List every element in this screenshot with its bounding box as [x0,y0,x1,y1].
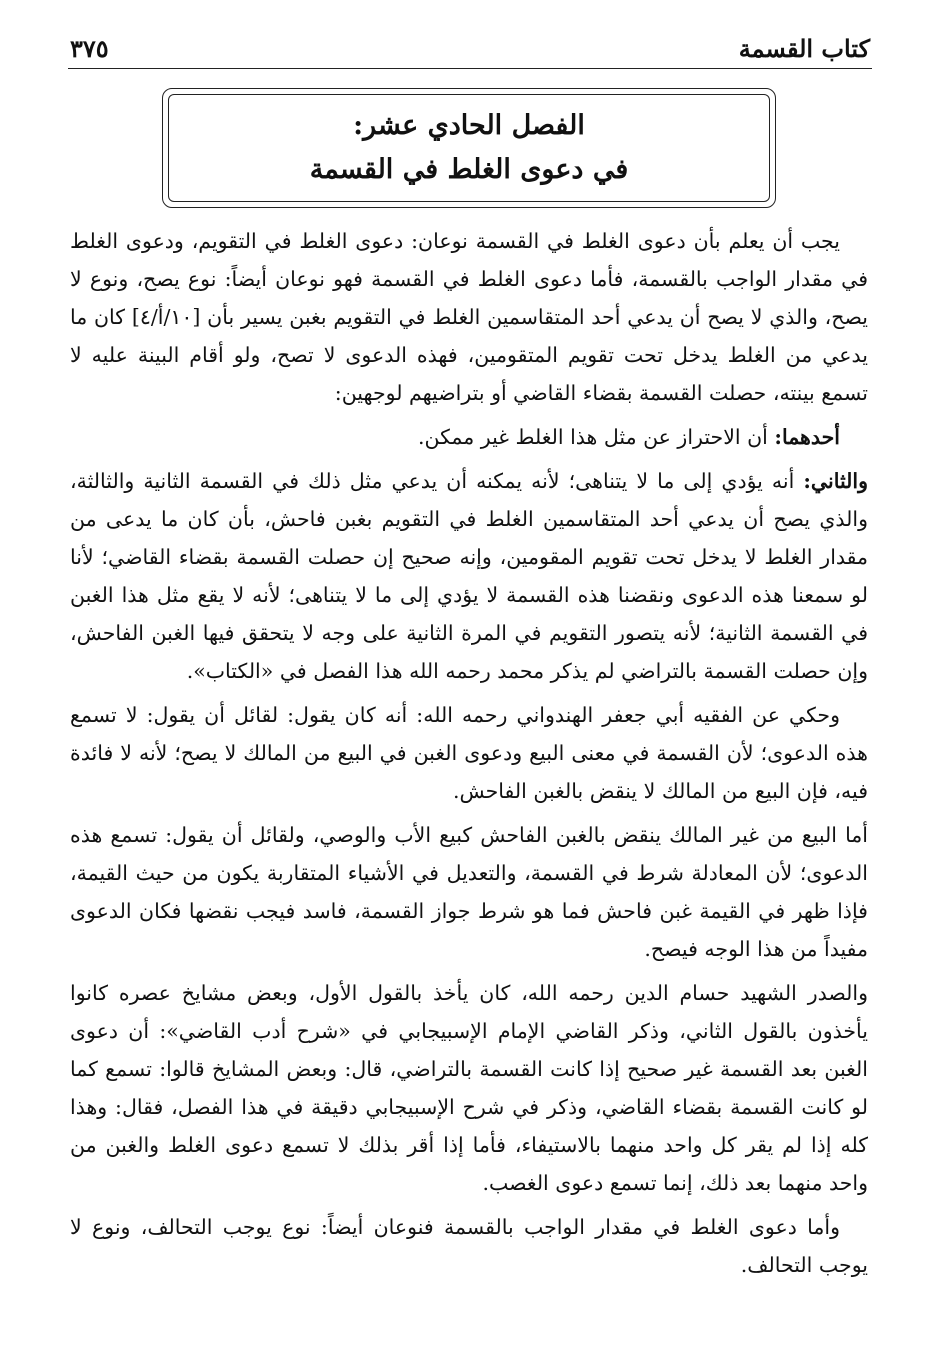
paragraph-2-text: أن الاحتراز عن مثل هذا الغلط غير ممكن. [417,425,768,449]
paragraph-3 [70,462,868,690]
header-rule [68,68,872,69]
chapter-title-inner-frame [168,94,770,202]
chapter-title-line-1: الفصل الحادي عشر: [353,110,585,141]
body-text [70,222,868,1290]
paragraph-3-label: والثاني: [803,469,868,493]
running-header [70,30,870,66]
paragraph-4: وحكي عن الفقيه أبي جعفر الهندواني رحمه الله: أنه كان يقول: لقائل أن يقول: لا تسمع هذه الدعوى؛ لأن القسمة في معنى البيع ودعوى الغبن في البيع من المالك لا يصح؛ لأنه لا فائدة فيه، فإن البيع من المالك لا ينقض بالغبن الفاحش. [70,703,868,803]
paragraph-5: أما البيع من غير المالك ينقض بالغبن الفاحش كبيع الأب والوصي، ولقائل أن يقول: تسمع هذه الدعوى؛ لأن المعادلة شرط في القسمة، والتعديل في الأشياء المتقاربة يكون من حيث القيمة، فإذا ظهر في القيمة غبن فاحش فما هو شرط جواز القسمة، فاسد فيجب نقضها فكان الدعوى مفيداً من هذا الوجه فيصح. [70,823,868,961]
paragraph-6: والصدر الشهيد حسام الدين رحمه الله، كان يأخذ بالقول الأول، وبعض مشايخ عصره كانوا يأخذون بالقول الثاني، وذكر القاضي الإمام الإسبيجابي في «شرح أدب القاضي»: أن دعوى الغبن بعد القسمة غير صحيح إذا كانت القسمة بالتراضي، قال: وبعض المشايخ قالوا: تسمع كما لو كانت القسمة بقضاء القاضي، وذكر في شرح الإسبيجابي دقيقة في هذا الفصل، فقال: وهذا كله إذا لم يقر كل واحد منهما بالاستيفاء، فأما إذا أقر بذلك لا تسمع دعوى الغلط والغبن من واحد منهما بعد ذلك، إنما تسمع دعوى الغصب. [70,981,868,1195]
paragraph-1: يجب أن يعلم بأن دعوى الغلط في القسمة نوعان: دعوى الغلط في التقويم، ودعوى الغلط في مقدار الواجب بالقسمة، فأما دعوى الغلط في القسمة فهو نوعان أيضاً: نوع يصح، ونوع لا يصح، والذي لا يصح أن يدعي أحد المتقاسمين الغلط في التقويم بغبن يسير بأن [١٠/أ/٤] كان ما يدعي من الغلط يدخل تحت تقويم المتقومين، فهذه الدعوى لا تصح، ولو أقام البينة عليه لا تسمع بينته، حصلت القسمة بقضاء القاضي أو بتراضيهم لوجهين: [70,229,868,405]
paragraph-7: وأما دعوى الغلط في مقدار الواجب بالقسمة فنوعان أيضاً: نوع يوجب التحالف، ونوع لا يوجب التحالف. [70,1215,868,1277]
book-title: كتاب القسمة [738,33,870,63]
chapter-title-frame [162,88,776,208]
page-number: ٣٧٥ [70,33,109,63]
chapter-title-line-2: في دعوى الغلط في القسمة [309,154,629,185]
paragraph-2 [70,418,868,456]
paragraph-3-text: أنه يؤدي إلى ما لا يتناهى؛ لأنه يمكنه أن يدعي مثل ذلك في القسمة الثانية والثالثة، والذي يصح أن يدعي أحد المتقاسمين الغلط في التقويم بغبن فاحش، بأن كان ما يدعى من مقدار الغلط لا يدخل تحت تقويم المقومين، وإنه صحيح إن حصلت القسمة بقضاء القاضي؛ لأنا لو سمعنا هذه الدعوى ونقضنا هذه القسمة لا يؤدي إلى ما لا يتناهى؛ لأنه لا يقع مثل هذا الغبن في القسمة الثانية؛ لأنه يتصور التقويم في المرة الثانية على وجه لا يتحقق فيها الغبن الفاحش، وإن حصلت القسمة بالتراضي لم يذكر محمد رحمه الله هذا الفصل في «الكتاب». [70,469,868,683]
paragraph-2-label: أحدهما: [774,425,840,449]
